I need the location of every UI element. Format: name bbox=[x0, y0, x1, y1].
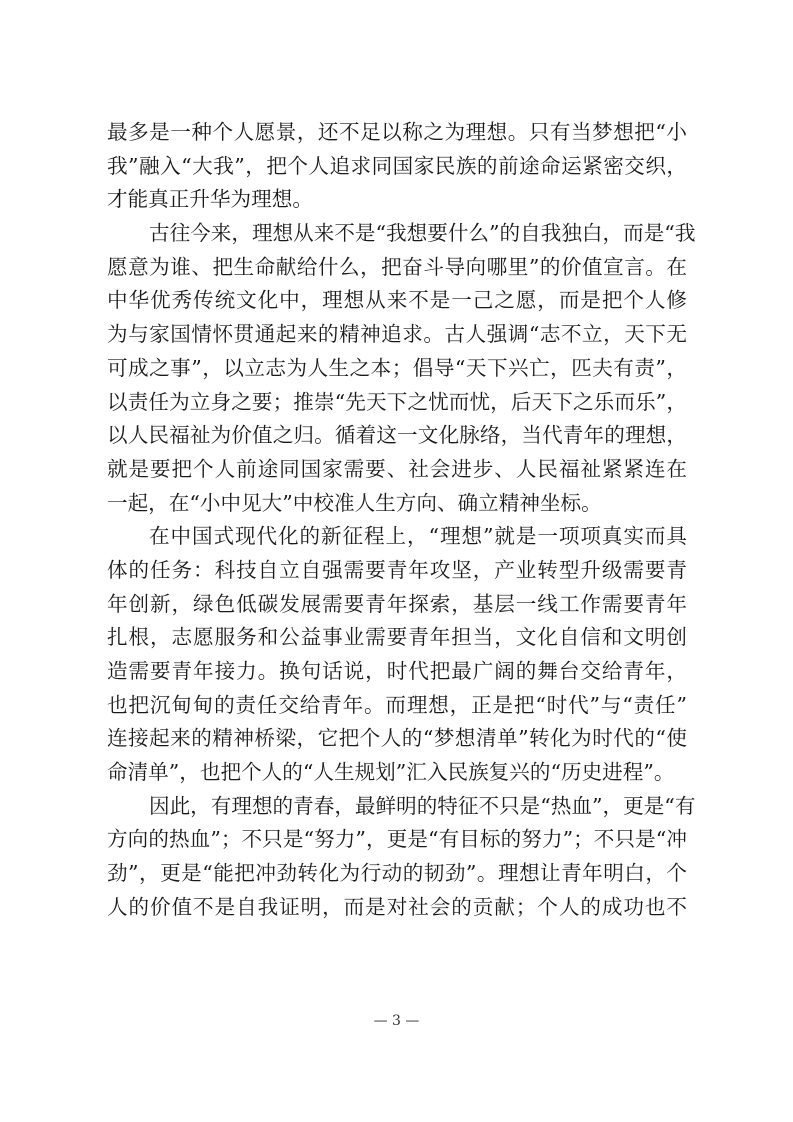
text-line: 劲”，更是“能把冲劲转化为行动的韧劲”。理想让青年明白，个 bbox=[107, 861, 687, 886]
text-line: 在中国式现代化的新征程上，“理想”就是一项项真实而具 bbox=[149, 524, 687, 549]
document-body bbox=[107, 116, 696, 925]
text-line: 一起，在“小中见大”中校准人生方向、确立精神坐标。 bbox=[107, 490, 602, 515]
paragraph bbox=[107, 116, 687, 217]
text-line: 人的价值不是自我证明，而是对社会的贡献；个人的成功也不 bbox=[107, 894, 687, 919]
paragraph bbox=[107, 217, 696, 520]
text-line: 愿意为谁、把生命献给什么，把奋斗导向哪里”的价值宣言。在 bbox=[107, 254, 687, 279]
text-line: 以人民福祉为价值之归。循着这一文化脉络，当代青年的理想， bbox=[107, 423, 687, 448]
text-line: 为与家国情怀贯通起来的精神追求。古人强调“志不立，天下无 bbox=[107, 322, 687, 347]
paragraph bbox=[107, 790, 696, 925]
text-line: 也把沉甸甸的责任交给青年。而理想，正是把“时代”与“责任” bbox=[107, 692, 687, 717]
text-line: 连接起来的精神桥梁，它把个人的“梦想清单”转化为时代的“使 bbox=[107, 726, 687, 751]
text-line: 体的任务：科技自立自强需要青年攻坚，产业转型升级需要青 bbox=[107, 557, 687, 582]
text-line: 可成之事”，以立志为人生之本；倡导“天下兴亡，匹夫有责”， bbox=[107, 355, 687, 380]
text-line: 扎根，志愿服务和公益事业需要青年担当，文化自信和文明创 bbox=[107, 625, 687, 650]
paragraph bbox=[107, 520, 687, 790]
text-line: 古往今来，理想从来不是“我想要什么”的自我独白，而是“我 bbox=[149, 221, 696, 246]
text-line: 才能真正升华为理想。 bbox=[107, 187, 313, 212]
text-line: 造需要青年接力。换句话说，时代把最广阔的舞台交给青年， bbox=[107, 659, 687, 683]
text-line: 中华优秀传统文化中，理想从来不是一己之愿，而是把个人修 bbox=[107, 288, 687, 313]
page-number: — 3 — bbox=[373, 1013, 420, 1029]
text-line: 最多是一种个人愿景，还不足以称之为理想。只有当梦想把“小 bbox=[107, 120, 687, 144]
text-line: 命清单”，也把个人的“人生规划”汇入民族复兴的“历史进程”。 bbox=[107, 760, 675, 785]
text-line: 以责任为立身之要；推崇“先天下之忧而忧，后天下之乐而乐”， bbox=[107, 389, 687, 414]
text-line: 我”融入“大我”，把个人追求同国家民族的前途命运紧密交织， bbox=[107, 153, 687, 178]
text-line: 因此，有理想的青春，最鲜明的特征不只是“热血”，更是“有 bbox=[149, 793, 696, 818]
text-line: 就是要把个人前途同国家需要、社会进步、人民福祉紧紧连在 bbox=[107, 456, 687, 481]
text-line: 年创新，绿色低碳发展需要青年探索，基层一线工作需要青年 bbox=[107, 591, 687, 616]
text-line: 方向的热血”；不只是“努力”，更是“有目标的努力”；不只是“冲 bbox=[107, 827, 687, 852]
